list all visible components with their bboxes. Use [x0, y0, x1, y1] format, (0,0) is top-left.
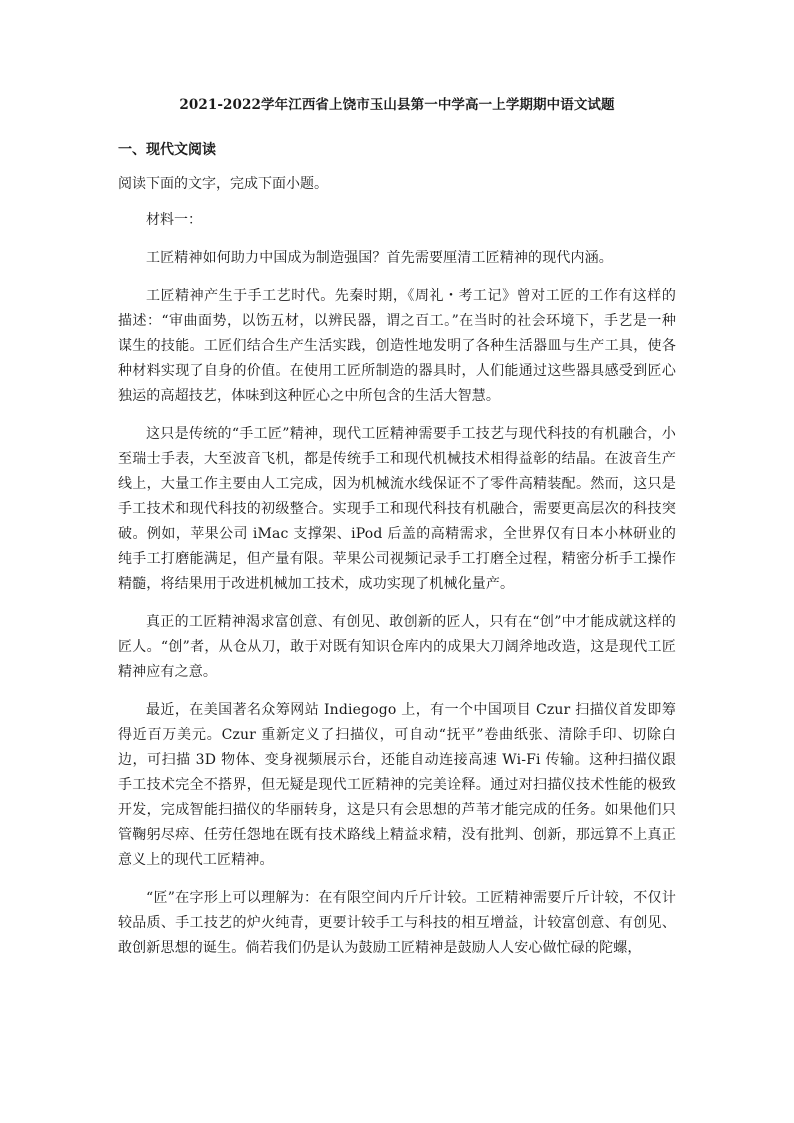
material-label: 材料一： [146, 212, 202, 228]
paragraph: 最近，在美国著名众筹网站 Indiegogo 上，有一个中国项目 Czur 扫描仪首发即筹得近百万美元。Czur 重新定义了扫描仪，可自动“抚平”卷曲纸张、清除手印、切除白边，可扫描 3D 物体、变身视频展示台，还能自动连接高速 Wi-Fi 传输。这种扫描仪跟手工技术完全不搭界，但无疑是现代工匠精神的完美诠释。通过对扫描仪技术性能的极致开发，完成智能扫描仪的华丽转身，这是只有会思想的芦苇才能完成的任务。如果他们只管鞠躬尽瘁、任劳任怨地在既有技术路线上精益求精，没有批判、创新，那远算不上真正意义上的现代工匠精神。 [118, 702, 676, 868]
section-heading: 一、现代文阅读 [118, 142, 216, 158]
document-title: 2021-2022学年江西省上饶市玉山县第一中学高一上学期期中语文试题 [179, 97, 615, 113]
paragraph: 真正的工匠精神渴求富创意、有创见、敢创新的匠人，只有在“创”中才能成就这样的匠人。“创”者，从仓从刀，敢于对既有知识仓库内的成果大刀阔斧地改造，这是现代工匠精神应有之意。 [118, 614, 676, 680]
paragraph: 这只是传统的“手工匠”精神，现代工匠精神需要手工技艺与现代科技的有机融合，小至瑞士手表，大至波音飞机，都是传统手工和现代机械技术相得益彰的结晶。在波音生产线上，大量工作主要由人工完成，因为机械流水线保证不了零件高精装配。然而，这只是手工技术和现代科技的初级整合。实现手工和现代科技有机融合，需要更高层次的科技突破。例如，苹果公司 iMac 支撑架、iPod 后盖的高精需求，全世界仅有日本小林研业的纯手工打磨能满足，但产量有限。苹果公司视频记录手工打磨全过程，精密分析手工操作精髓，将结果用于改进机械加工技术，成功实现了机械化量产。 [118, 426, 676, 592]
reading-instruction: 阅读下面的文字，完成下面小题。 [118, 176, 328, 192]
paragraph: 工匠精神如何助力中国成为制造强国？首先需要厘清工匠精神的现代内涵。 [146, 250, 613, 266]
paragraph: 工匠精神产生于手工艺时代。先秦时期，《周礼・考工记》曾对工匠的工作有这样的描述：“审曲面势，以饬五材，以辨民器，谓之百工。”在当时的社会环境下，手艺是一种谋生的技能。工匠们结合生产生活实践，创造性地发明了各种生活器皿与生产工具，使各种材料实现了自身的价值。在使用工匠所制造的器具时，人们能通过这些器具感受到匠心独运的高超技艺，体味到这种匠心之中所包含的生活大智慧。 [118, 288, 676, 404]
paragraph: “匠”在字形上可以理解为：在有限空间内斤斤计较。工匠精神需要斤斤计较，不仅计较品质、手工技艺的炉火纯青，更要计较手工与科技的相互增益，计较富创意、有创见、敢创新思想的诞生。倘若我们仍是认为鼓励工匠精神是鼓励人人安心做忙碌的陀螺， [118, 890, 676, 956]
